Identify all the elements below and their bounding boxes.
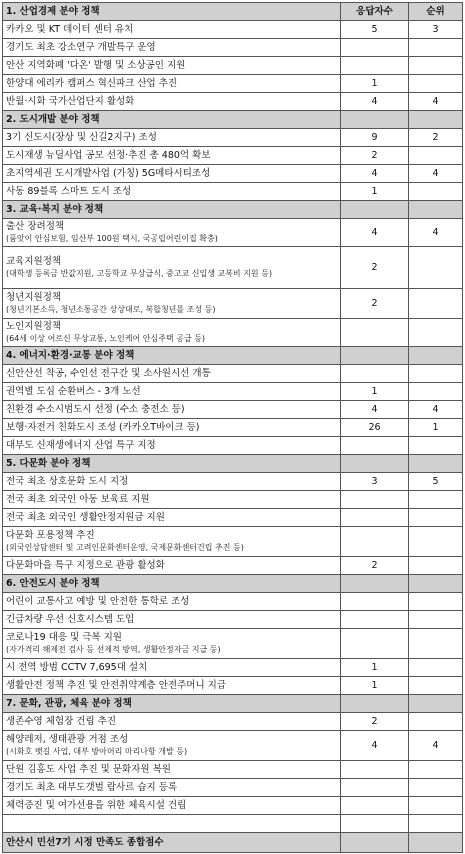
section-header-row: [3, 695, 463, 713]
section-header-row: [3, 111, 463, 129]
policy-row: [3, 593, 463, 611]
policy-row: [3, 731, 463, 761]
policy-name-cell: [3, 21, 341, 39]
policy-row: [3, 437, 463, 455]
policy-row: [3, 39, 463, 57]
section-empty-cell: [341, 201, 409, 219]
policy-name: 전국 최초 상호문화 도시 지정: [6, 475, 129, 487]
rank-cell: [409, 289, 463, 319]
policy-detail: (64세 이상 어르신 무상교통, 노인케어 안심주택 공급 등): [6, 334, 206, 343]
response-count-cell: 3: [341, 473, 409, 491]
policy-row: [3, 713, 463, 731]
section-empty-cell: [409, 201, 463, 219]
policy-row: [3, 473, 463, 491]
policy-name-cell: [3, 57, 341, 75]
policy-row: [3, 659, 463, 677]
response-count-cell: 1: [341, 659, 409, 677]
response-count-cell: 4: [341, 165, 409, 183]
policy-row: [3, 75, 463, 93]
response-count-cell: 1: [341, 677, 409, 695]
policy-name-cell: [3, 779, 341, 797]
rank-cell: 4: [409, 219, 463, 247]
policy-name-cell: [3, 39, 341, 57]
policy-name: 다문화 포용정책 추진: [6, 530, 95, 541]
policy-row: [3, 779, 463, 797]
policy-name-cell: [3, 491, 341, 509]
response-count-cell: [341, 57, 409, 75]
section-empty-cell: [409, 575, 463, 593]
table-body: [3, 21, 463, 853]
total-empty-cell: [341, 833, 409, 853]
policy-name: 코로나19 대응 및 극복 지원: [6, 632, 122, 643]
rank-cell: [409, 629, 463, 659]
policy-row: [3, 677, 463, 695]
policy-row: [3, 527, 463, 557]
rank-cell: [409, 365, 463, 383]
policy-name-cell: [3, 289, 341, 319]
response-count-cell: 2: [341, 289, 409, 319]
section-title: 5. 다문화 분야 정책: [3, 455, 341, 473]
section-title: 4. 에너지·환경·교통 분야 정책: [3, 347, 341, 365]
section-header-row: [3, 455, 463, 473]
policy-name: 단원 김홍도 사업 추진 및 문화자원 복원: [6, 763, 171, 775]
policy-name: 해양레저, 생태관광 거점 조성: [6, 734, 129, 745]
rank-cell: 5: [409, 473, 463, 491]
response-count-cell: 1: [341, 75, 409, 93]
rank-cell: [409, 319, 463, 347]
responses-column-header: 응답자수: [341, 3, 409, 21]
policy-name: 전국 최초 외국인 아동 보육료 지원: [6, 493, 150, 505]
policy-name: 경기도 최초 대부도갯벌 람사르 습지 등록: [6, 781, 178, 793]
blank-cell: [409, 815, 463, 833]
policy-name: 친환경 수소시범도시 선정 (수소 충전소 등): [6, 403, 185, 415]
policy-detail: (자가격리 해제전 검사 등 선제적 방역, 생활안정자금 지급 등): [6, 645, 221, 654]
policy-row: [3, 129, 463, 147]
response-count-cell: [341, 527, 409, 557]
policy-row: [3, 383, 463, 401]
policy-name: 3기 신도시(장상 및 신길2지구) 조성: [6, 131, 157, 143]
policy-name-cell: [3, 165, 341, 183]
section-header-row: [3, 201, 463, 219]
response-count-cell: [341, 365, 409, 383]
table-header-row: [3, 3, 463, 21]
response-count-cell: 26: [341, 419, 409, 437]
policy-name-cell: [3, 247, 341, 289]
rank-cell: [409, 677, 463, 695]
rank-cell: [409, 713, 463, 731]
section-title: 2. 도시개발 분야 정책: [3, 111, 341, 129]
rank-cell: [409, 593, 463, 611]
policy-name: 전국 최초 외국인 생활안정지원금 지원: [6, 511, 165, 523]
rank-cell: 4: [409, 731, 463, 761]
rank-cell: [409, 247, 463, 289]
section-empty-cell: [409, 111, 463, 129]
policy-name-cell: [3, 761, 341, 779]
rank-cell: [409, 39, 463, 57]
rank-cell: 1: [409, 419, 463, 437]
section-empty-cell: [341, 347, 409, 365]
rank-cell: [409, 183, 463, 201]
rank-cell: [409, 383, 463, 401]
policy-name: 생존수영 체험장 건립 추진: [6, 715, 117, 727]
policy-name: 한양대 에리카 캠퍼스 혁신파크 산업 추진: [6, 77, 178, 89]
policy-name-cell: [3, 129, 341, 147]
rank-cell: [409, 527, 463, 557]
policy-name: 안산 지역화폐 '다온' 발행 및 소상공인 지원: [6, 59, 186, 71]
rank-cell: [409, 491, 463, 509]
section-header-row: [3, 347, 463, 365]
response-count-cell: 2: [341, 713, 409, 731]
policy-name: 사동 89블록 스마트 도시 조성: [6, 185, 132, 197]
response-count-cell: [341, 319, 409, 347]
section-title: 3. 교육·복지 분야 정책: [3, 201, 341, 219]
section-empty-cell: [409, 695, 463, 713]
policy-row: [3, 147, 463, 165]
policy-name-cell: [3, 147, 341, 165]
policy-name: 대부도 신재생에너지 산업 특구 지정: [6, 439, 156, 451]
policy-name-cell: [3, 319, 341, 347]
policy-name-cell: [3, 527, 341, 557]
total-score-row: [3, 833, 463, 853]
section-title: 7. 문화, 관광, 체육 분야 정책: [3, 695, 341, 713]
policy-detail: (품앗이 안심보험, 임산부 100원 택시, 국공립어린이집 확충): [6, 234, 218, 243]
response-count-cell: [341, 779, 409, 797]
total-empty-cell: [409, 833, 463, 853]
policy-name: 보행·자전거 친화도시 조성 (카카오T바이크 등): [6, 421, 200, 433]
policy-detail: (시화호 뱃길 사업, 대부 방아머리 마리나항 개발 등): [6, 747, 188, 756]
policy-name: 생활안전 정책 추진 및 안전취약계층 안전주머니 지급: [6, 679, 227, 691]
policy-name-cell: [3, 797, 341, 815]
response-count-cell: 4: [341, 93, 409, 111]
policy-name-cell: [3, 365, 341, 383]
policy-row: [3, 21, 463, 39]
policy-row: [3, 247, 463, 289]
rank-cell: [409, 779, 463, 797]
policy-name-cell: [3, 401, 341, 419]
section-header-row: [3, 575, 463, 593]
rank-cell: [409, 437, 463, 455]
response-count-cell: 1: [341, 183, 409, 201]
total-score-label: 안산시 민선7기 시정 만족도 종합점수: [3, 833, 341, 853]
section-title: 6. 안전도시 분야 정책: [3, 575, 341, 593]
response-count-cell: 4: [341, 219, 409, 247]
policy-row: [3, 509, 463, 527]
response-count-cell: 5: [341, 21, 409, 39]
section-empty-cell: [409, 347, 463, 365]
section-empty-cell: [341, 111, 409, 129]
section-empty-cell: [409, 455, 463, 473]
response-count-cell: 2: [341, 557, 409, 575]
policy-name-cell: [3, 731, 341, 761]
policy-name-cell: [3, 383, 341, 401]
policy-name: 출산 장려정책: [6, 221, 65, 232]
rank-cell: [409, 57, 463, 75]
policy-name-cell: [3, 659, 341, 677]
policy-row: [3, 401, 463, 419]
policy-row: [3, 797, 463, 815]
response-count-cell: 4: [341, 401, 409, 419]
rank-cell: [409, 509, 463, 527]
policy-row: [3, 319, 463, 347]
policy-row: [3, 289, 463, 319]
rank-cell: 4: [409, 93, 463, 111]
policy-name: 신안산선 착공, 수인선 전구간 및 소사원시선 개통: [6, 367, 211, 379]
blank-row: [3, 815, 463, 833]
policy-row: [3, 165, 463, 183]
blank-cell: [3, 815, 341, 833]
policy-name-cell: [3, 437, 341, 455]
response-count-cell: 2: [341, 147, 409, 165]
policy-row: [3, 183, 463, 201]
policy-row: [3, 219, 463, 247]
policy-row: [3, 611, 463, 629]
response-count-cell: [341, 797, 409, 815]
response-count-cell: [341, 593, 409, 611]
rank-cell: [409, 761, 463, 779]
policy-row: [3, 57, 463, 75]
policy-name-cell: [3, 75, 341, 93]
policy-name: 체력증진 및 여가선용을 위한 체육시설 건립: [6, 799, 187, 811]
policy-name-cell: [3, 419, 341, 437]
section-empty-cell: [341, 695, 409, 713]
response-count-cell: 4: [341, 731, 409, 761]
policy-name-cell: [3, 593, 341, 611]
policy-name-cell: [3, 557, 341, 575]
response-count-cell: 1: [341, 383, 409, 401]
policy-name: 노인지원정책: [6, 321, 62, 332]
policy-name-cell: [3, 219, 341, 247]
rank-cell: 3: [409, 21, 463, 39]
policy-name-cell: [3, 713, 341, 731]
response-count-cell: 9: [341, 129, 409, 147]
rank-cell: 4: [409, 165, 463, 183]
policy-detail: (외국인상담센터 및 고려인문화센터운영, 국제문화센터건립 추진 등): [6, 543, 244, 552]
policy-name: 카카오 및 KT 데이터 센터 유치: [6, 23, 134, 35]
policy-name-cell: [3, 611, 341, 629]
policy-name: 초지역세권 도시개발사업 (가칭) 5G메타시티조성: [6, 167, 211, 179]
policy-name: 긴급차량 우선 신호시스템 도입: [6, 613, 135, 625]
section-title-industry: 1. 산업경제 분야 정책: [3, 3, 341, 21]
policy-row: [3, 419, 463, 437]
policy-name: 시 전역 방범 CCTV 7,695대 설치: [6, 661, 148, 673]
policy-row: [3, 761, 463, 779]
policy-row: [3, 93, 463, 111]
policy-detail: (대학생 등록금 반값지원, 고등학교 무상급식, 중고교 신입생 교복비 지원 등): [6, 269, 273, 278]
rank-cell: [409, 611, 463, 629]
response-count-cell: [341, 509, 409, 527]
blank-cell: [341, 815, 409, 833]
rank-cell: [409, 557, 463, 575]
response-count-cell: [341, 629, 409, 659]
policy-detail: (청년기본소득, 청년소통공간 상상대로, 복합청년몰 조성 등): [6, 305, 216, 314]
policy-name: 교육지원정책: [6, 256, 62, 267]
rank-cell: [409, 797, 463, 815]
response-count-cell: [341, 39, 409, 57]
section-empty-cell: [341, 575, 409, 593]
response-count-cell: [341, 761, 409, 779]
policy-name: 어린이 교통사고 예방 및 안전한 통학로 조성: [6, 595, 190, 607]
rank-cell: 2: [409, 129, 463, 147]
rank-cell: [409, 659, 463, 677]
policy-name-cell: [3, 677, 341, 695]
policy-name: 반월·시화 국가산업단지 활성화: [6, 95, 135, 107]
response-count-cell: 2: [341, 247, 409, 289]
response-count-cell: [341, 491, 409, 509]
section-empty-cell: [341, 455, 409, 473]
policy-name-cell: [3, 183, 341, 201]
policy-row: [3, 365, 463, 383]
policy-row: [3, 629, 463, 659]
policy-name: 청년지원정책: [6, 292, 62, 303]
policy-name: 권역별 도심 순환버스 - 3개 노선: [6, 385, 141, 397]
policy-row: [3, 557, 463, 575]
policy-name: 도시재생 뉴딜사업 공모 선정·추진 총 480억 확보: [6, 149, 211, 161]
rank-cell: 4: [409, 401, 463, 419]
rank-column-header: 순위: [409, 3, 463, 21]
response-count-cell: [341, 437, 409, 455]
policy-name: 다문화마을 특구 지정으로 관광 활성화: [6, 559, 165, 571]
response-count-cell: [341, 611, 409, 629]
policy-name: 경기도 최초 강소연구 개발특구 운영: [6, 41, 156, 53]
rank-cell: [409, 75, 463, 93]
policy-name-cell: [3, 509, 341, 527]
policy-name-cell: [3, 473, 341, 491]
policy-row: [3, 491, 463, 509]
policy-name-cell: [3, 629, 341, 659]
rank-cell: [409, 147, 463, 165]
policy-name-cell: [3, 93, 341, 111]
policy-survey-table: [2, 2, 463, 853]
